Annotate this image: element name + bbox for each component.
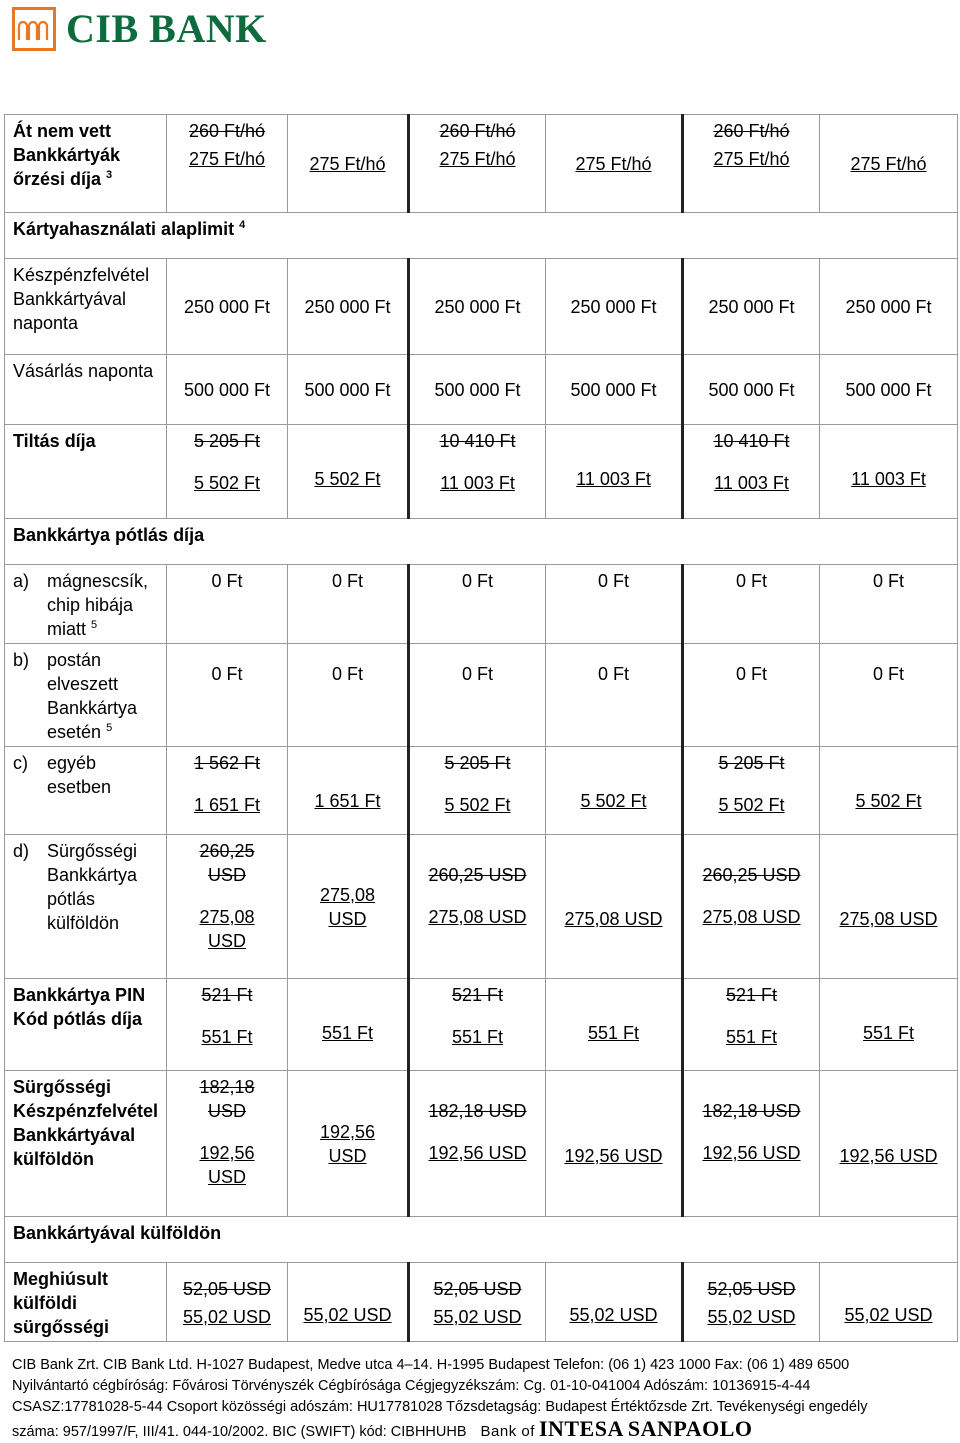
- fee-table: [4, 114, 958, 1342]
- cell: 500 000 Ft: [409, 355, 546, 425]
- footer-line-2: Nyilvántartó cégbíróság: Fővárosi Törvényszék Cégbírósága Cégjegyzékszám: Cg. 01-10-041004 Adószám: 10136915-4-44: [12, 1378, 811, 1394]
- cell: 260,25 USD 275,08 USD: [683, 835, 820, 979]
- cell: 192,56 USD: [820, 1071, 958, 1217]
- cell: 0 Ft: [167, 644, 288, 747]
- cell: 55,02 USD: [820, 1263, 958, 1342]
- cell: 10 410 Ft 11 003 Ft: [683, 425, 820, 519]
- cell: 0 Ft: [288, 644, 409, 747]
- label-sub-c: c) egyéb esetben: [5, 747, 167, 835]
- label-purchase: Vásárlás naponta: [5, 355, 167, 425]
- cell: 260 Ft/hó 275 Ft/hó: [167, 115, 288, 213]
- cell: 275,08 USD: [820, 835, 958, 979]
- cell: 521 Ft 551 Ft: [167, 979, 288, 1071]
- row-block-fee: [5, 425, 958, 519]
- cell: 5 502 Ft: [546, 747, 683, 835]
- cell: 5 502 Ft: [820, 747, 958, 835]
- label-pin-replacement: Bankkártya PIN Kód pótlás díja: [5, 979, 167, 1071]
- label-block-fee: Tiltás díja: [5, 425, 167, 519]
- cell: 0 Ft: [546, 565, 683, 644]
- label-sub-a: a) mágnescsík, chip hibája miatt $^5$: [5, 565, 167, 644]
- cell: 192,56 USD: [546, 1071, 683, 1217]
- row-purchase-limit: [5, 355, 958, 425]
- cell: 250 000 Ft: [409, 259, 546, 355]
- cell: 275 Ft/hó: [546, 115, 683, 213]
- row-replacement-heading: [5, 519, 958, 565]
- cell: 500 000 Ft: [167, 355, 288, 425]
- label-sub-d: d) Sürgősségi Bankkártya pótlás külföldön: [5, 835, 167, 979]
- cell: 250 000 Ft: [820, 259, 958, 355]
- cell: 52,05 USD 55,02 USD: [683, 1263, 820, 1342]
- intesa-sanpaolo-logo: Bank of INTESA SANPAOLO: [480, 1416, 753, 1441]
- cell: 0 Ft: [409, 565, 546, 644]
- cell: 192,56 USD: [288, 1071, 409, 1217]
- cib-logo: [12, 6, 267, 52]
- cell: 250 000 Ft: [167, 259, 288, 355]
- cell: 500 000 Ft: [820, 355, 958, 425]
- label-sub-b: b) postán elveszett Bankkártya esetén $^5$: [5, 644, 167, 747]
- cell: 0 Ft: [683, 565, 820, 644]
- cell: 1 651 Ft: [288, 747, 409, 835]
- label-card-storage-fee: Át nem vett Bankkártyák őrzési díja $^3$: [5, 115, 167, 213]
- cell: 275,08 USD: [288, 835, 409, 979]
- row-replacement-magstripe: [5, 565, 958, 644]
- cell: 5 502 Ft: [288, 425, 409, 519]
- cell: 0 Ft: [546, 644, 683, 747]
- label-replacement-fee: Bankkártya pótlás díja: [5, 519, 958, 565]
- footer: [12, 1355, 952, 1443]
- cell: 55,02 USD: [288, 1263, 409, 1342]
- cell: 260 Ft/hó 275 Ft/hó: [683, 115, 820, 213]
- cell: 182,18 USD 192,56 USD: [409, 1071, 546, 1217]
- cell: 182,18 USD 192,56 USD: [167, 1071, 288, 1217]
- cell: 521 Ft 551 Ft: [683, 979, 820, 1071]
- cell: 275 Ft/hó: [820, 115, 958, 213]
- cell: 5 205 Ft 5 502 Ft: [167, 425, 288, 519]
- cell: 0 Ft: [409, 644, 546, 747]
- cell: 0 Ft: [288, 565, 409, 644]
- row-card-storage-fee: [5, 115, 958, 213]
- cell: 10 410 Ft 11 003 Ft: [409, 425, 546, 519]
- row-replacement-other: [5, 747, 958, 835]
- row-base-limit-heading: [5, 213, 958, 259]
- row-emergency-cash-abroad: [5, 1071, 958, 1217]
- cell: 182,18 USD 192,56 USD: [683, 1071, 820, 1217]
- label-failed-emergency: Meghiúsult külföldi sürgősségi: [5, 1263, 167, 1342]
- cell: 250 000 Ft: [546, 259, 683, 355]
- cell: 11 003 Ft: [546, 425, 683, 519]
- cell: 260 Ft/hó 275 Ft/hó: [409, 115, 546, 213]
- cell: 500 000 Ft: [683, 355, 820, 425]
- cell: 275 Ft/hó: [288, 115, 409, 213]
- cell: 275,08 USD: [546, 835, 683, 979]
- cell: 250 000 Ft: [288, 259, 409, 355]
- row-pin-replacement-fee: [5, 979, 958, 1071]
- cell: 1 562 Ft 1 651 Ft: [167, 747, 288, 835]
- cib-logo-text: CIB BANK: [66, 6, 267, 51]
- footer-line-1: CIB Bank Zrt. CIB Bank Ltd. H-1027 Budapest, Medve utca 4–14. H-1995 Budapest Telefon: (06 1) 423 1000 Fax: (06 1) 489 6500: [12, 1357, 850, 1373]
- label-abroad: Bankkártyával külföldön: [5, 1217, 958, 1263]
- label-base-limit: Kártyahasználati alaplimit $^4$: [5, 213, 958, 259]
- cell: 500 000 Ft: [546, 355, 683, 425]
- cell: 521 Ft 551 Ft: [409, 979, 546, 1071]
- cell: 551 Ft: [288, 979, 409, 1071]
- cell: 0 Ft: [683, 644, 820, 747]
- row-abroad-heading: [5, 1217, 958, 1263]
- cell: 55,02 USD: [546, 1263, 683, 1342]
- cell: 250 000 Ft: [683, 259, 820, 355]
- cell: 5 205 Ft 5 502 Ft: [409, 747, 546, 835]
- row-cash-withdrawal-limit: [5, 259, 958, 355]
- cell: 52,05 USD 55,02 USD: [167, 1263, 288, 1342]
- cell: 260,25 USD 275,08 USD: [409, 835, 546, 979]
- cell: 260,25 USD 275,08 USD: [167, 835, 288, 979]
- label-cash-withdrawal: Készpénzfelvétel Bankkártyával naponta: [5, 259, 167, 355]
- row-replacement-lost-in-post: [5, 644, 958, 747]
- row-failed-emergency-abroad: [5, 1263, 958, 1342]
- cell: 500 000 Ft: [288, 355, 409, 425]
- cell: 551 Ft: [546, 979, 683, 1071]
- footer-line-4: száma: 957/1997/F, III/41. 044-10/2002. BIC (SWIFT) kód: CIBHHUHB Bank of INTESA SANPAOLO: [12, 1416, 753, 1441]
- cell: 52,05 USD 55,02 USD: [409, 1263, 546, 1342]
- cell: 0 Ft: [820, 644, 958, 747]
- footer-line-3: CSASZ:17781028-5-44 Csoport közösségi adószám: HU17781028 Tőzsdetagság: Budapest Értéktőzsde Zrt. Tevékenységi engedély: [12, 1399, 868, 1415]
- cib-logo-mark-icon: [12, 7, 56, 51]
- cell: 0 Ft: [167, 565, 288, 644]
- cell: 0 Ft: [820, 565, 958, 644]
- cell: 551 Ft: [820, 979, 958, 1071]
- label-emergency-cash: Sürgősségi Készpénzfelvétel Bankkártyával külföldön: [5, 1071, 167, 1217]
- cell: 11 003 Ft: [820, 425, 958, 519]
- cell: 5 205 Ft 5 502 Ft: [683, 747, 820, 835]
- row-emergency-replacement-abroad: [5, 835, 958, 979]
